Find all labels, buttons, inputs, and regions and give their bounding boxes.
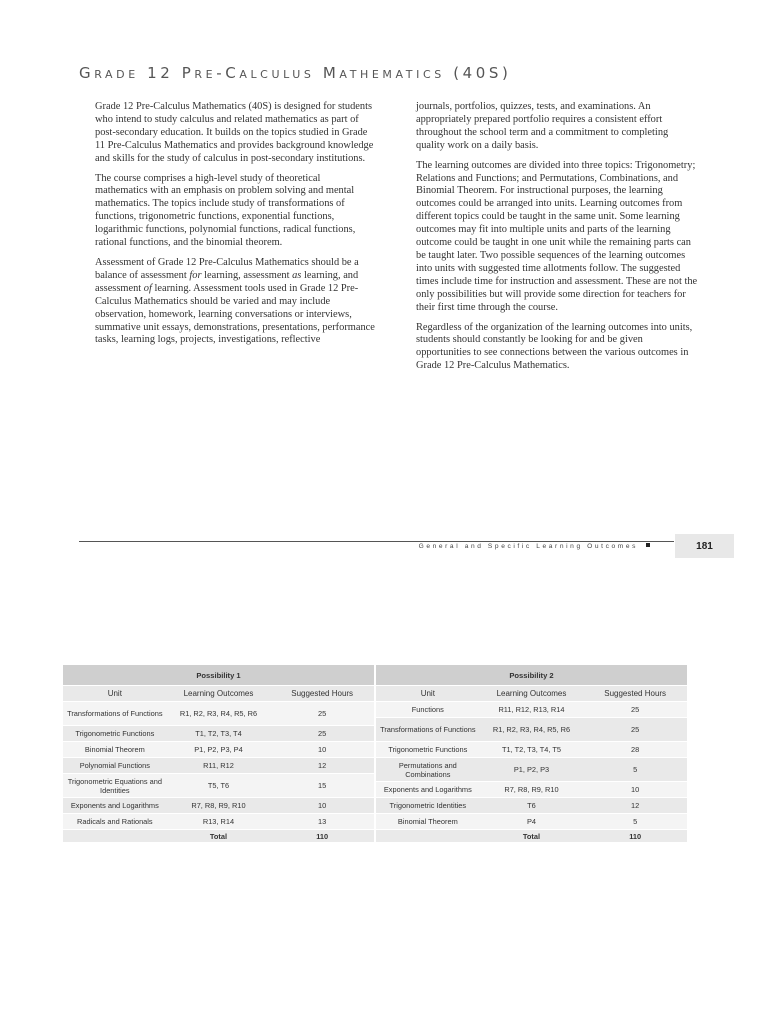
cell-unit: Trigonometric Identities xyxy=(376,798,480,814)
cell-unit: Trigonometric Functions xyxy=(63,726,167,742)
cell-unit: Trigonometric Functions xyxy=(376,742,480,758)
cell-hours: 15 xyxy=(270,774,374,798)
text-span: Assessment of Grade 12 Pre-Calculus Mathematics should be a balance of assessment xyxy=(95,256,359,281)
column-header-hours: Suggested Hours xyxy=(270,686,374,702)
cell-unit: Exponents and Logarithms xyxy=(376,782,480,798)
emphasis-of: of xyxy=(143,282,152,294)
cell-hours: 10 xyxy=(583,782,687,798)
total-value: 110 xyxy=(583,830,687,843)
page-number: 181 xyxy=(675,534,734,558)
cell-unit: Binomial Theorem xyxy=(376,814,480,830)
total-label: Total xyxy=(167,830,271,843)
footer-label-text: General and Specific Learning Outcomes xyxy=(418,543,638,550)
cell-hours: 25 xyxy=(583,718,687,742)
cell-unit: Radicals and Rationals xyxy=(63,814,167,830)
cell-hours: 25 xyxy=(270,726,374,742)
paragraph: Regardless of the organization of the learning outcomes into units, students should constantly be looking for and be given opportunities to see connections between the various outcomes in Grade 12 Pre-Calculus Mathematics. xyxy=(416,321,693,372)
cell-unit: Transformations of Functions xyxy=(376,718,480,742)
cell-outcomes: R1, R2, R3, R4, R5, R6 xyxy=(480,718,584,742)
paragraph: journals, portfolios, quizzes, tests, and examinations. An appropriately prepared portfolio requires a consistent effort throughout the school term and a commitment to completing quality work on a daily basis. xyxy=(416,101,669,151)
cell-hours: 13 xyxy=(270,814,374,830)
table-row xyxy=(63,702,374,726)
cell-outcomes: T1, T2, T3, T4 xyxy=(167,726,271,742)
paragraph: The learning outcomes are divided into three topics: Trigonometry; Relations and Functions; and Permutations, Combinations, and Binomial Theorem. For instructional purposes, the learning outcomes could be arranged into units. Learning outcomes from different topics could be taught in the same unit. Some learning outcomes may fit into multiple units and parts of the learning outcome could be taught in one unit while the remaining parts can be taught later. Two possible sequences of the learning outcomes into units with suggested time allotments follow. The suggested times include time for instruction and assessment. These are not the only possibilities but will provide some direction for teachers for their first time through the course. xyxy=(416,159,698,313)
paragraph: The course comprises a high-level study of theoretical mathematics with an emphasis on problem solving and mental mathematics. The topics include study of transformations of functions, trigonometric functions, exponential functions, logarithmic functions, polynomial functions, radical functions, rational functions, and the binomial theorem. xyxy=(95,172,356,249)
column-header-hours: Suggested Hours xyxy=(583,686,687,702)
square-bullet-icon xyxy=(646,543,650,547)
footer-section-label xyxy=(419,543,650,550)
total-spacer xyxy=(376,830,480,843)
left-text-column xyxy=(95,101,375,354)
total-spacer xyxy=(63,830,167,843)
emphasis-as: as xyxy=(292,269,302,281)
table-title: Possibility 2 xyxy=(376,665,687,686)
cell-outcomes: R1, R2, R3, R4, R5, R6 xyxy=(167,702,271,726)
cell-outcomes: R13, R14 xyxy=(167,814,271,830)
emphasis-for: for xyxy=(189,269,202,281)
cell-hours: 25 xyxy=(583,702,687,718)
possibility-2-table xyxy=(376,665,687,843)
cell-outcomes: P4 xyxy=(480,814,584,830)
table-row xyxy=(63,798,374,814)
column-header-outcomes: Learning Outcomes xyxy=(480,686,584,702)
table-row xyxy=(376,814,687,830)
cell-outcomes: T6 xyxy=(480,798,584,814)
cell-hours: 10 xyxy=(270,798,374,814)
cell-outcomes: R11, R12, R13, R14 xyxy=(480,702,584,718)
possibility-1-table xyxy=(63,665,374,843)
right-text-column xyxy=(416,101,698,380)
cell-unit: Transformations of Functions xyxy=(63,702,167,726)
cell-outcomes: P1, P2, P3 xyxy=(480,758,584,782)
page-title: Grade 12 Pre-Calculus Mathematics (40S) xyxy=(79,64,512,82)
table-row xyxy=(376,758,687,782)
table-row xyxy=(63,814,374,830)
column-header-unit: Unit xyxy=(376,686,480,702)
cell-hours: 25 xyxy=(270,702,374,726)
table-row xyxy=(63,726,374,742)
cell-outcomes: R7, R8, R9, R10 xyxy=(167,798,271,814)
total-label: Total xyxy=(480,830,584,843)
cell-outcomes: R7, R8, R9, R10 xyxy=(480,782,584,798)
cell-unit: Exponents and Logarithms xyxy=(63,798,167,814)
cell-outcomes: R11, R12 xyxy=(167,758,271,774)
table-row xyxy=(376,742,687,758)
cell-unit: Binomial Theorem xyxy=(63,742,167,758)
cell-hours: 12 xyxy=(270,758,374,774)
table-row xyxy=(376,798,687,814)
table-row xyxy=(63,774,374,798)
cell-outcomes: P1, P2, P3, P4 xyxy=(167,742,271,758)
cell-unit: Functions xyxy=(376,702,480,718)
table-row xyxy=(376,702,687,718)
cell-outcomes: T5, T6 xyxy=(167,774,271,798)
table-title: Possibility 1 xyxy=(63,665,374,686)
paragraph: Grade 12 Pre-Calculus Mathematics (40S) is designed for students who intend to study calculus and related mathematics as part of post-secondary education. It builds on the topics studied in Grade 11 Pre-Calculus Mathematics and provides background knowledge and skills for the study of calculus in post-secondary institutions. xyxy=(95,101,374,164)
cell-hours: 5 xyxy=(583,758,687,782)
text-span: learning, and assessment xyxy=(95,269,359,294)
table-row xyxy=(63,758,374,774)
column-header-outcomes: Learning Outcomes xyxy=(167,686,271,702)
cell-hours: 10 xyxy=(270,742,374,758)
footer-divider xyxy=(79,541,674,542)
column-header-unit: Unit xyxy=(63,686,167,702)
table-row xyxy=(376,782,687,798)
cell-unit: Permutations and Combinations xyxy=(376,758,480,782)
paragraph xyxy=(95,257,375,347)
sequence-tables xyxy=(63,665,688,843)
cell-unit: Polynomial Functions xyxy=(63,758,167,774)
cell-hours: 12 xyxy=(583,798,687,814)
cell-hours: 28 xyxy=(583,742,687,758)
cell-unit: Trigonometric Equations and Identities xyxy=(63,774,167,798)
total-value: 110 xyxy=(270,830,374,843)
cell-outcomes: T1, T2, T3, T4, T5 xyxy=(480,742,584,758)
table-row xyxy=(376,718,687,742)
text-span: learning. Assessment tools used in Grade 12 Pre-Calculus Mathematics should be varied and may include observation, homework, learning conversations or interviews, summative unit essays, demonstrations, presentations, performance tasks, learning logs, projects, investigations, reflective xyxy=(95,282,375,346)
table-row xyxy=(63,742,374,758)
text-span: learning, assessment xyxy=(201,269,293,281)
cell-hours: 5 xyxy=(583,814,687,830)
